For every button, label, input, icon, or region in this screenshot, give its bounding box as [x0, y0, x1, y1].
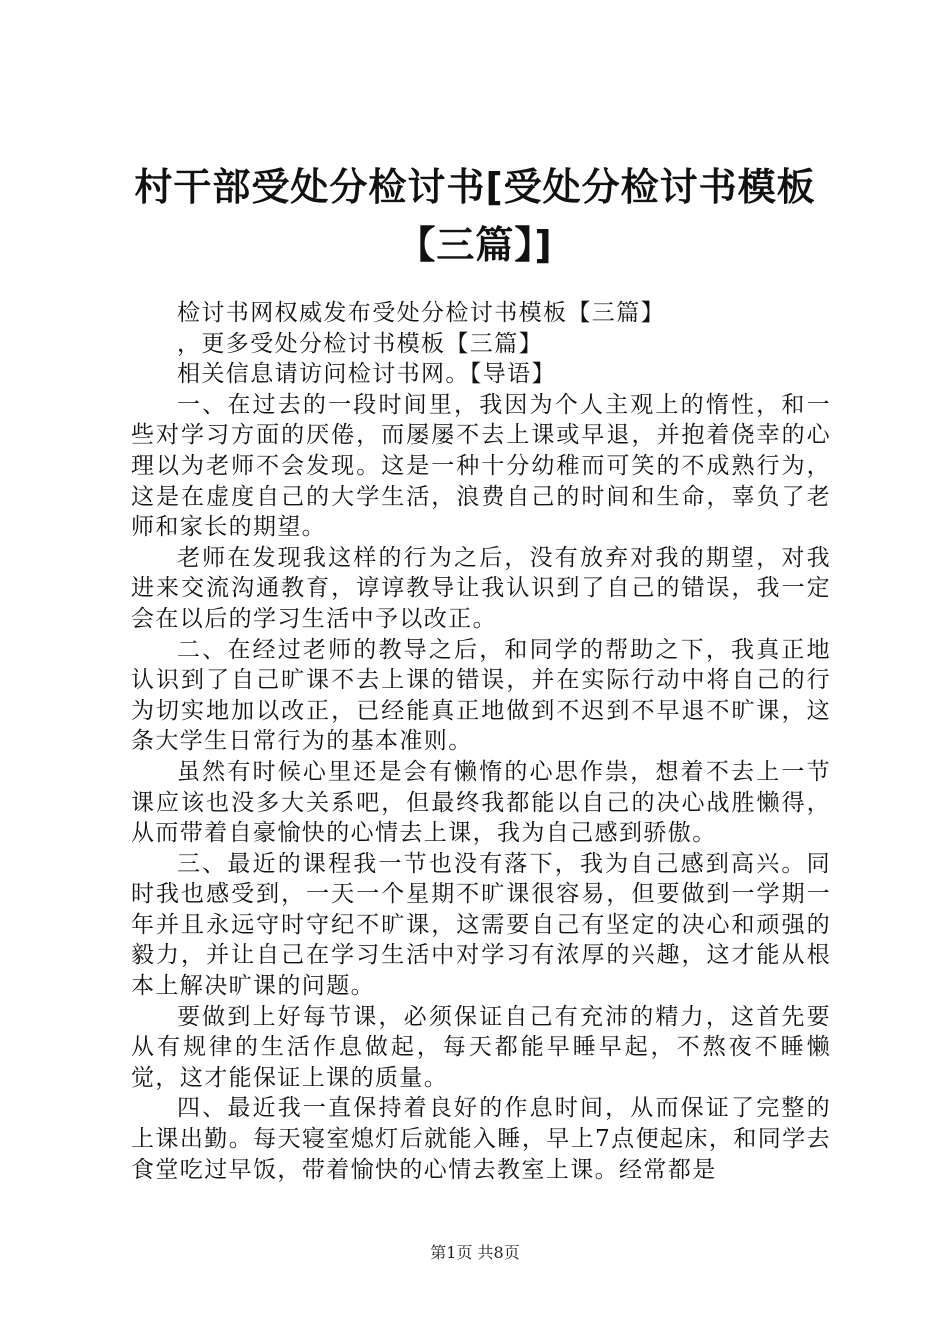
page-footer: 第1页 共8页: [430, 1243, 520, 1262]
paragraph: ，更多受处分检讨书模板【三篇】: [177, 330, 543, 357]
paragraph: 相关信息请访问检讨书网。【导语】: [177, 361, 556, 388]
paragraph: 二、在经过老师的教导之后，和同学的帮助之下，我真正地认识到了自己旷课不去上课的错误，并在实际行动中将自己的行为切实地加以改正，已经能真正地做到不迟到不早退不旷课，这条大学生日常行为的基本准则。: [131, 636, 831, 755]
paragraph: 检讨书网权威发布受处分检讨书模板【三篇】: [177, 300, 665, 326]
paragraph: 老师在发现我这样的行为之后，没有放弃对我的期望，对我进来交流沟通教育，谆谆教导让我认识到了自己的错误，我一定会在以后的学习生活中予以改正。: [131, 544, 831, 632]
document-body: [131, 298, 831, 1185]
paragraph: 三、最近的课程我一节也没有落下，我为自己感到高兴。同时我也感受到，一天一个星期不旷课很容易，但要做到一学期一年并且永远守时守纪不旷课，这需要自己有坚定的决心和顽强的毅力，并让自己在学习生活中对学习有浓厚的兴趣，这才能从根本上解决旷课的问题。: [131, 850, 831, 1000]
paragraph: 虽然有时候心里还是会有懒惰的心思作祟，想着不去上一节课应该也没多大关系吧，但最终我都能以自己的决心战胜懒得，从而带着自豪愉快的心情去上课，我为自己感到骄傲。: [131, 758, 831, 847]
paragraph: 一、在过去的一段时间里，我因为个人主观上的惰性，和一些对学习方面的厌倦，而屡屡不去上课或早退，并抱着侥幸的心理以为老师不会发现。这是一种十分幼稚而可笑的不成熟行为，这是在虚度自己的大学生活，浪费自己的时间和生命，辜负了老师和家长的期望。: [131, 391, 831, 541]
document-title: 村干部受处分检讨书[受处分检讨书模板【三篇】]: [134, 165, 816, 267]
paragraph: 要做到上好每节课，必须保证自己有充沛的精力，这首先要从有规律的生活作息做起，每天都能早睡早起，不熬夜不睡懒觉，这才能保证上课的质量。: [131, 1003, 831, 1091]
paragraph: 四、最近我一直保持着良好的作息时间，从而保证了完整的上课出勤。每天寝室熄灯后就能入睡，早上7点便起床，和同学去食堂吃过早饭，带着愉快的心情去教室上课。经常都是: [131, 1095, 831, 1183]
